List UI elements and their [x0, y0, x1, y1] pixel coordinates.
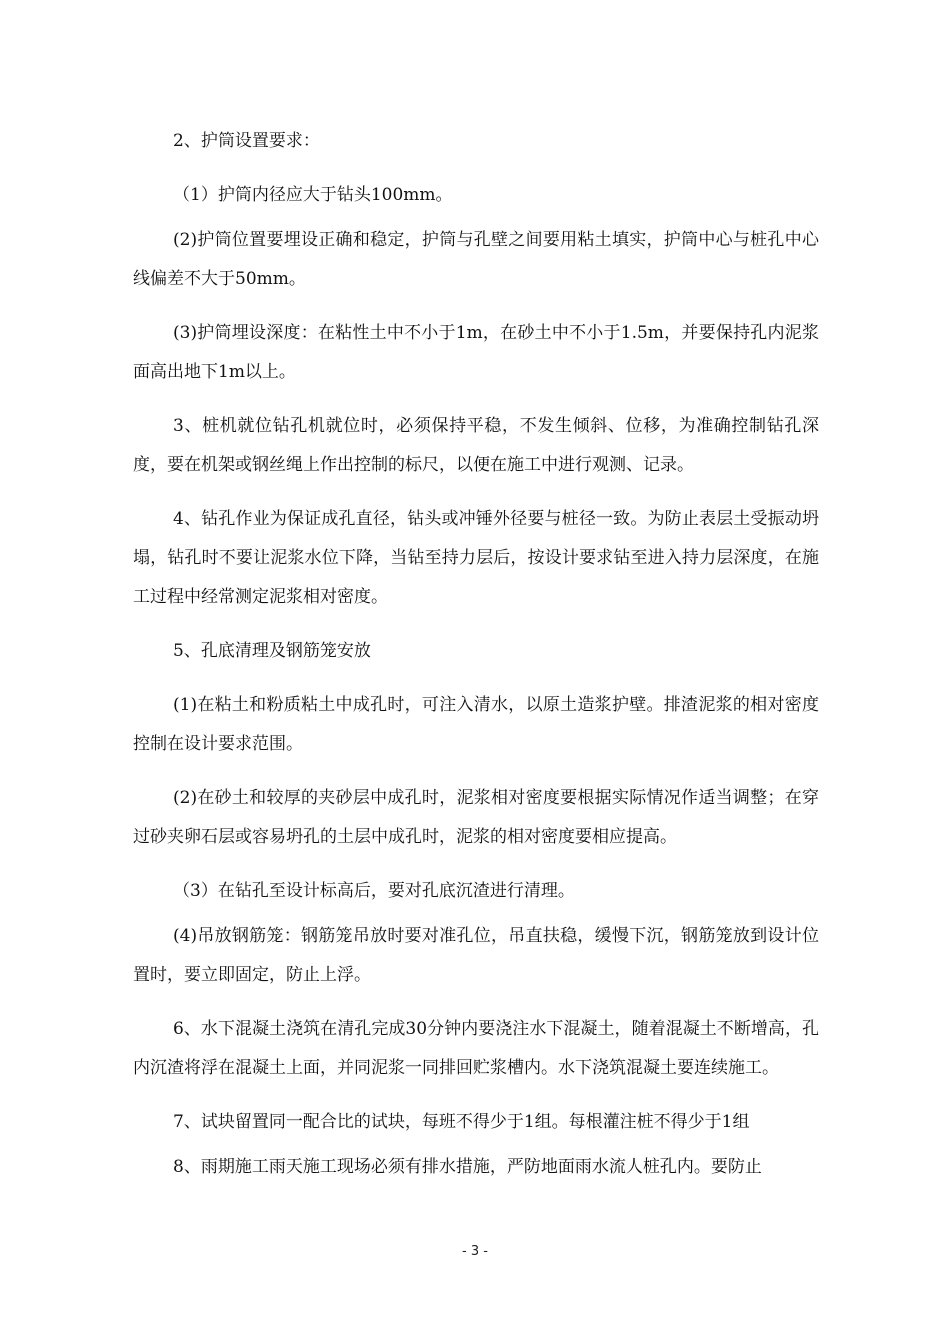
paragraph: 8、雨期施工雨天施工现场必须有排水措施，严防地面雨水流人桩孔内。要防止: [173, 1157, 762, 1177]
paragraph: 3、桩机就位钻孔机就位时，必须保持平稳，不发生倾斜、位移，为准确控制钻孔深度，要在机架或钢丝绳上作出控制的标尺，以便在施工中进行观测、记录。: [133, 416, 819, 475]
paragraph: 7、试块留置同一配合比的试块，每班不得少于1组。每根灌注桩不得少于1组: [173, 1112, 750, 1132]
document-body: [133, 122, 819, 1202]
paragraph: (1)在粘土和粉质粘土中成孔时，可注入清水，以原土造浆护壁。排渣泥浆的相对密度控制在设计要求范围。: [133, 695, 819, 754]
paragraph: (4)吊放钢筋笼：钢筋笼吊放时要对准孔位，吊直扶稳，缓慢下沉，钢筋笼放到设计位置时，要立即固定，防止上浮。: [133, 926, 819, 985]
paragraph: 5、孔底清理及钢筋笼安放: [173, 641, 371, 661]
paragraph: 4、钻孔作业为保证成孔直径，钻头或冲锤外径要与桩径一致。为防止表层土受振动坍塌，钻孔时不要让泥浆水位下降，当钻至持力层后，按设计要求钻至进入持力层深度，在施工过程中经常测定泥浆相对密度。: [133, 509, 819, 607]
page-number: - 3 -: [462, 1244, 488, 1259]
paragraph: (3)护筒埋设深度：在粘性土中不小于1m，在砂土中不小于1.5m，并要保持孔内泥浆面高出地下1m以上。: [133, 323, 819, 382]
paragraph: 6、水下混凝土浇筑在清孔完成30分钟内要浇注水下混凝土，随着混凝土不断增高，孔内沉渣将浮在混凝土上面，并同泥浆一同排回贮浆槽内。水下浇筑混凝土要连续施工。: [133, 1019, 819, 1078]
paragraph: (2)在砂土和较厚的夹砂层中成孔时，泥浆相对密度要根据实际情况作适当调整；在穿过砂夹卵石层或容易坍孔的土层中成孔时，泥浆的相对密度要相应提高。: [133, 788, 819, 847]
paragraph: (2)护筒位置要埋设正确和稳定，护筒与孔壁之间要用粘土填实，护筒中心与桩孔中心线偏差不大于50mm。: [133, 230, 819, 289]
paragraph: （3）在钻孔至设计标高后，要对孔底沉渣进行清理。: [173, 881, 575, 901]
paragraph: 2、护筒设置要求：: [173, 131, 320, 151]
paragraph: （1）护筒内径应大于钻头100mm。: [173, 185, 453, 205]
